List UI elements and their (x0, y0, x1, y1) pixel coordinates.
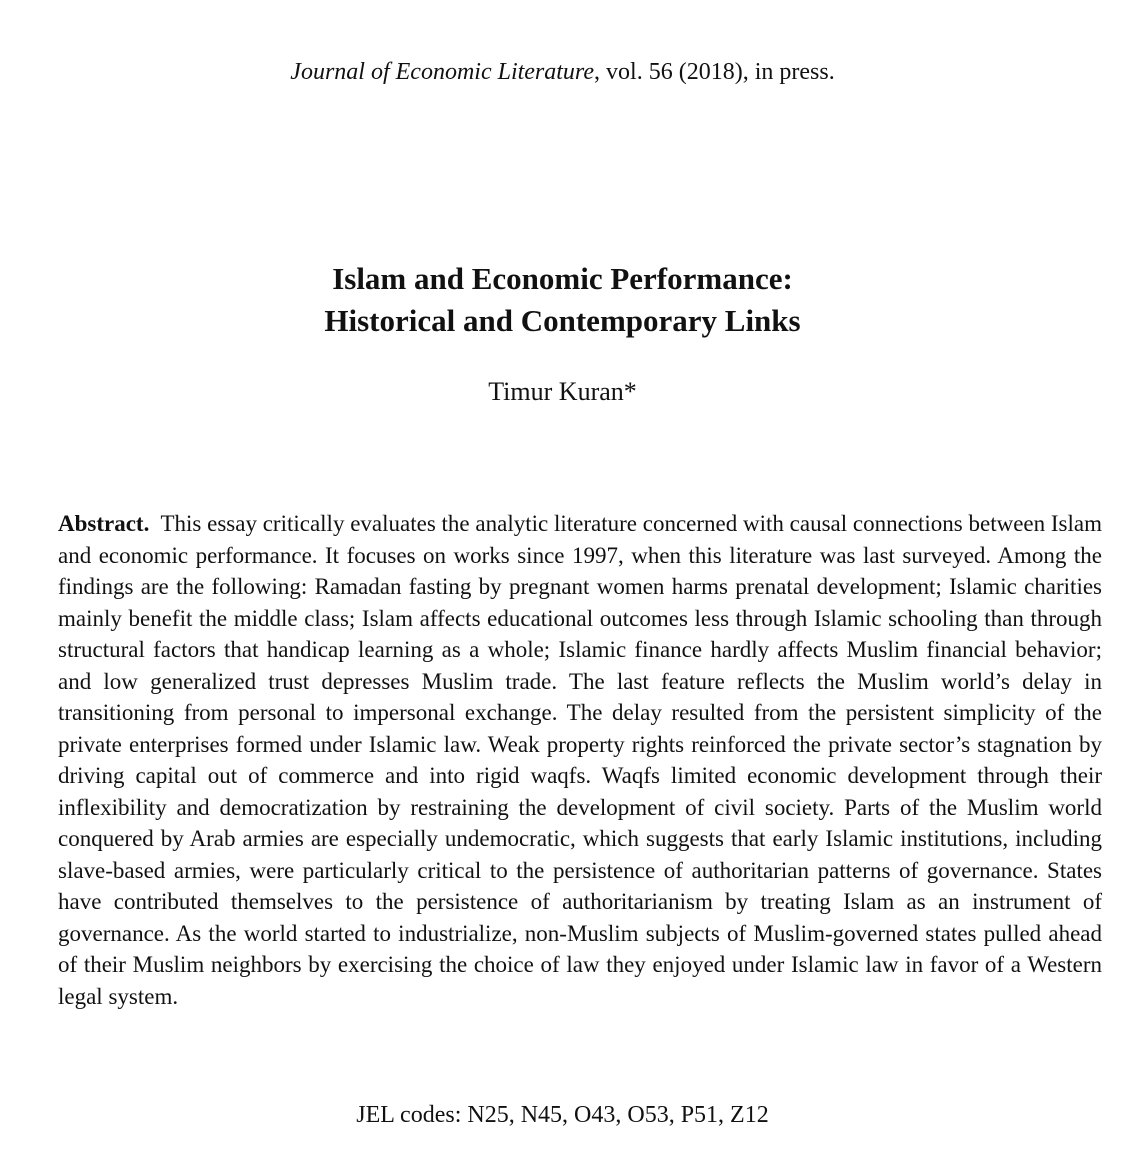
journal-details: , vol. 56 (2018), in press. (594, 59, 835, 85)
paper-title (0, 258, 1125, 342)
abstract-paragraph (58, 508, 1102, 1012)
abstract-text: This essay critically evaluates the analytic literature concerned with causal connections between Islam and economic performance. It focuses on works since 1997, when this literature was last surveyed. Among the findings are the following: Ramadan fasting by pregnant women harms prenatal development; Islamic charities mainly benefit the middle class; Islam affects educational outcomes less through Islamic schooling than through structural factors that handicap learning as a whole; Islamic finance hardly affects Muslim financial behavior; and low generalized trust depresses Muslim trade. The last feature reflects the Muslim world’s delay in transitioning from personal to impersonal exchange. The delay resulted from the persistent simplicity of the private enterprises formed under Islamic law. Weak property rights reinforced the private sector’s stagnation by driving capital out of commerce and into rigid waqfs. Waqfs limited economic development through their inflexibility and democratization by restraining the development of civil society. Parts of the Muslim world conquered by Arab armies are especially undemocratic, which suggests that early Islamic institutions, including slave-based armies, were particularly critical to the persistence of authoritarian patterns of governance. States have contributed themselves to the persistence of authoritarianism by treating Islam as an instrument of governance. As the world started to industrialize, non-Muslim subjects of Muslim-governed states pulled ahead of their Muslim neighbors by exercising the choice of law they enjoyed under Islamic law in favor of a Western legal system. (58, 511, 1102, 1009)
paper-title-line-2: Historical and Contemporary Links (324, 303, 801, 338)
abstract-label: Abstract. (58, 511, 150, 536)
author-name: Timur Kuran* (488, 377, 637, 406)
jel-codes: JEL codes: N25, N45, O43, O53, P51, Z12 (356, 1102, 769, 1128)
journal-citation (0, 56, 1125, 88)
journal-name: Journal of Economic Literature (290, 59, 595, 85)
paper-title-line-1: Islam and Economic Performance: (332, 261, 793, 296)
